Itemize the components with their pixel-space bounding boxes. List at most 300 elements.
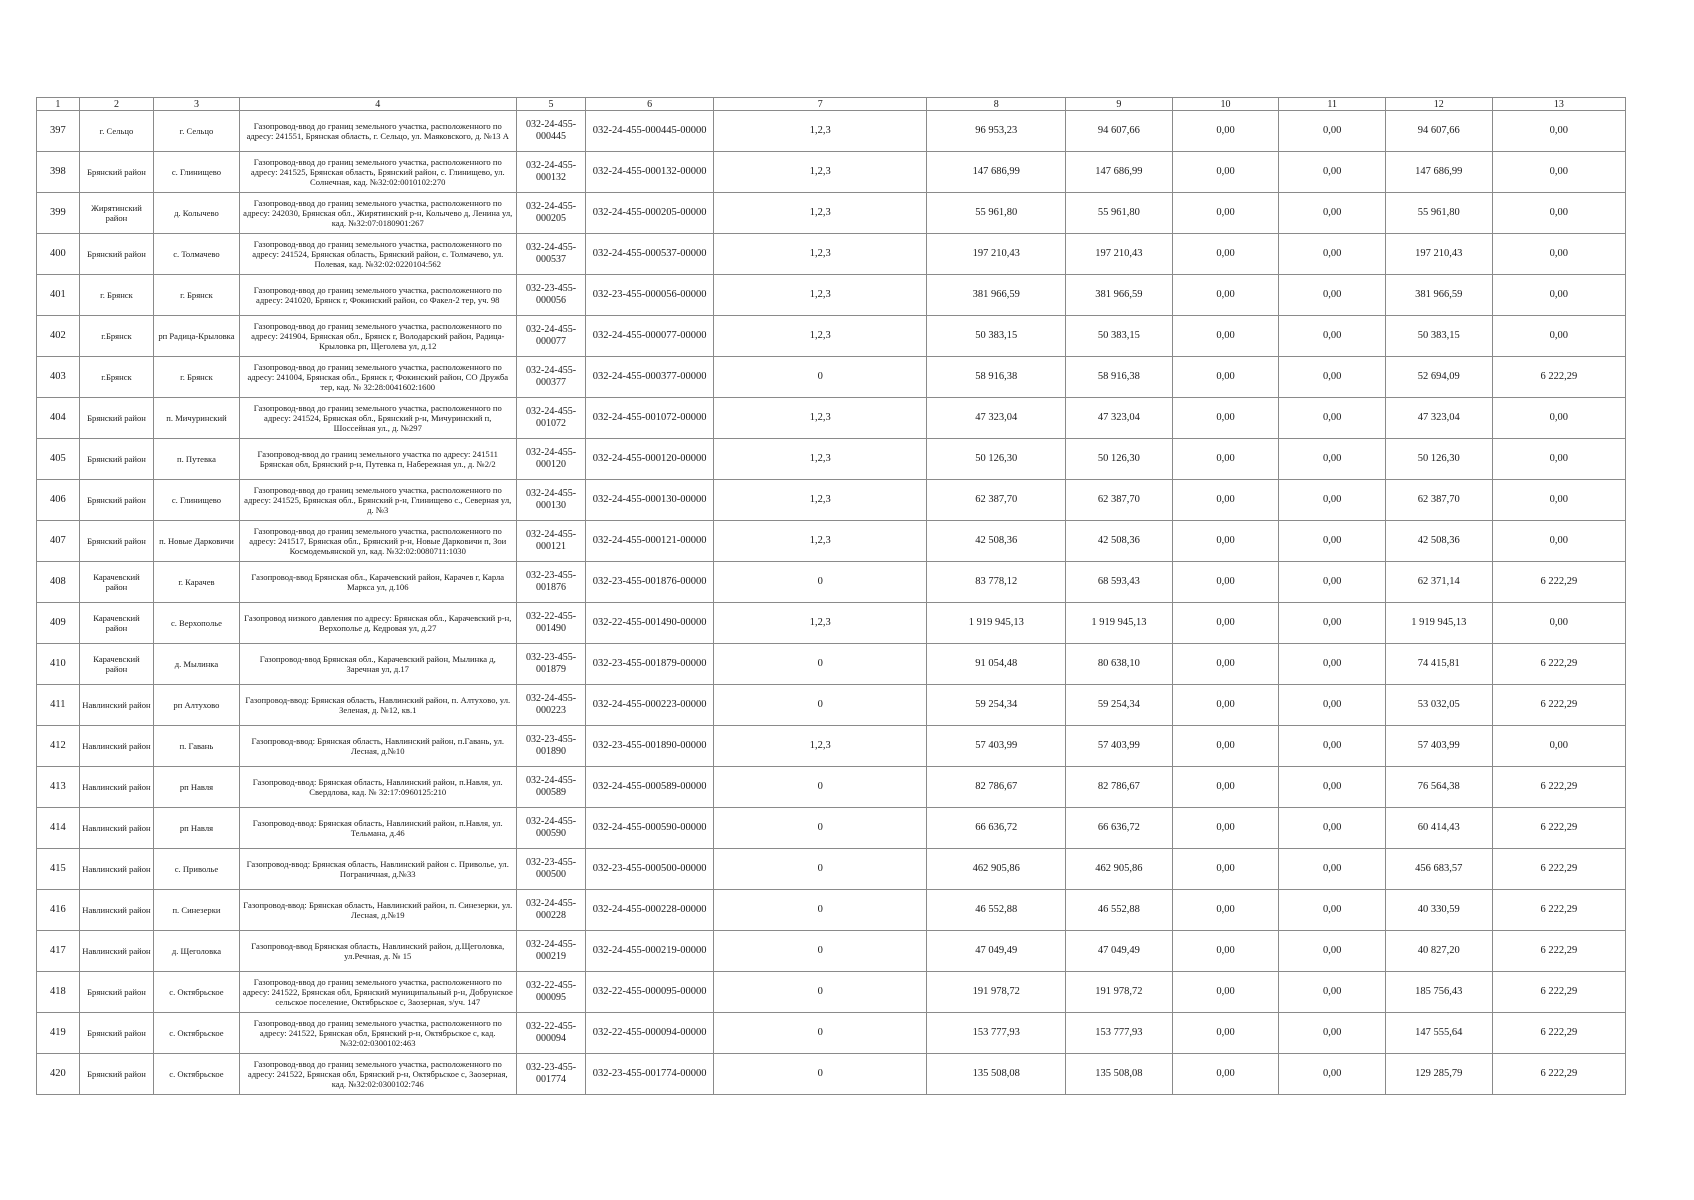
row-number-cell: 418 — [37, 972, 80, 1013]
category-cell: 1,2,3 — [714, 234, 927, 275]
row-number-cell: 404 — [37, 398, 80, 439]
value-cell: 0,00 — [1492, 316, 1625, 357]
row-number-cell: 402 — [37, 316, 80, 357]
id-code-cell: 032-23-455-001879 — [516, 644, 585, 685]
value-cell: 0,00 — [1492, 193, 1625, 234]
description-cell: Газопровод-ввод Брянская обл., Карачевский район, Карачев г, Карла Маркса ул, д.106 — [239, 562, 516, 603]
value-cell: 74 415,81 — [1385, 644, 1492, 685]
value-cell: 58 916,38 — [927, 357, 1066, 398]
id-code-cell: 032-24-455-000219 — [516, 931, 585, 972]
value-cell: 55 961,80 — [927, 193, 1066, 234]
value-cell: 55 961,80 — [1385, 193, 1492, 234]
row-number-cell: 406 — [37, 480, 80, 521]
value-cell: 0,00 — [1279, 439, 1386, 480]
value-cell: 59 254,34 — [1066, 685, 1173, 726]
district-cell: Навлинский район — [79, 890, 154, 931]
description-cell: Газопровод-ввод Брянская область, Навлинский район, д.Щеголовка, ул.Речная, д. № 15 — [239, 931, 516, 972]
table-row — [37, 480, 1626, 521]
description-cell: Газопровод-ввод: Брянская область, Навлинский район, п.Навля, ул. Тельмана, д.46 — [239, 808, 516, 849]
table-row — [37, 849, 1626, 890]
description-cell: Газопровод-ввод до границ земельного участка, расположенного по адресу: 241020, Брянск г, Фокинский район, со Факел-2 тер, уч. 98 — [239, 275, 516, 316]
settlement-cell: рп Алтухово — [154, 685, 239, 726]
row-number-cell: 405 — [37, 439, 80, 480]
value-cell: 47 323,04 — [927, 398, 1066, 439]
value-cell: 0,00 — [1492, 726, 1625, 767]
value-cell: 0,00 — [1279, 808, 1386, 849]
description-cell: Газопровод-ввод до границ земельного участка, расположенного по адресу: 241517, Брянская обл., Брянский р-н, Новые Дарковичи п, Зои Космодемьянской ул, кад. №32:02:0080711:1030 — [239, 521, 516, 562]
value-cell: 46 552,88 — [927, 890, 1066, 931]
row-number-cell: 416 — [37, 890, 80, 931]
settlement-cell: рп Навля — [154, 767, 239, 808]
full-code-cell: 032-24-455-000077-00000 — [586, 316, 714, 357]
value-cell: 0,00 — [1172, 931, 1279, 972]
category-cell: 1,2,3 — [714, 603, 927, 644]
settlement-cell: с. Верхополье — [154, 603, 239, 644]
value-cell: 66 636,72 — [1066, 808, 1173, 849]
value-cell: 147 686,99 — [927, 152, 1066, 193]
category-cell: 1,2,3 — [714, 193, 927, 234]
value-cell: 0,00 — [1279, 316, 1386, 357]
value-cell: 381 966,59 — [1385, 275, 1492, 316]
value-cell: 0,00 — [1172, 316, 1279, 357]
value-cell: 153 777,93 — [1066, 1013, 1173, 1054]
value-cell: 55 961,80 — [1066, 193, 1173, 234]
value-cell: 60 414,43 — [1385, 808, 1492, 849]
row-number-cell: 415 — [37, 849, 80, 890]
value-cell: 42 508,36 — [1066, 521, 1173, 562]
row-number-cell: 401 — [37, 275, 80, 316]
settlement-cell: с. Глинищево — [154, 480, 239, 521]
value-cell: 6 222,29 — [1492, 972, 1625, 1013]
table-row — [37, 357, 1626, 398]
table-row — [37, 1013, 1626, 1054]
value-cell: 80 638,10 — [1066, 644, 1173, 685]
category-cell: 0 — [714, 562, 927, 603]
district-cell: Навлинский район — [79, 808, 154, 849]
value-cell: 147 686,99 — [1066, 152, 1173, 193]
value-cell: 0,00 — [1279, 234, 1386, 275]
value-cell: 0,00 — [1172, 1054, 1279, 1095]
district-cell: Жирятинский район — [79, 193, 154, 234]
value-cell: 0,00 — [1172, 1013, 1279, 1054]
row-number-cell: 397 — [37, 111, 80, 152]
row-number-cell: 410 — [37, 644, 80, 685]
table-row — [37, 111, 1626, 152]
value-cell: 66 636,72 — [927, 808, 1066, 849]
settlement-cell: г. Сельцо — [154, 111, 239, 152]
category-cell: 1,2,3 — [714, 439, 927, 480]
value-cell: 47 049,49 — [1066, 931, 1173, 972]
description-cell: Газопровод-ввод до границ земельного участка, расположенного по адресу: 241525, Брянская обл., Брянский р-н, Глинищево с., Северная ул, д. №3 — [239, 480, 516, 521]
value-cell: 0,00 — [1279, 480, 1386, 521]
value-cell: 0,00 — [1492, 480, 1625, 521]
value-cell: 59 254,34 — [927, 685, 1066, 726]
category-cell: 0 — [714, 972, 927, 1013]
description-cell: Газопровод-ввод: Брянская область, Навлинский район с. Приволье, ул. Пограничная, д.№33 — [239, 849, 516, 890]
settlement-cell: п. Мичуринский — [154, 398, 239, 439]
value-cell: 0,00 — [1279, 890, 1386, 931]
value-cell: 462 905,86 — [1066, 849, 1173, 890]
category-cell: 1,2,3 — [714, 521, 927, 562]
value-cell: 0,00 — [1172, 521, 1279, 562]
full-code-cell: 032-24-455-000132-00000 — [586, 152, 714, 193]
value-cell: 76 564,38 — [1385, 767, 1492, 808]
value-cell: 1 919 945,13 — [1066, 603, 1173, 644]
header-cell: 6 — [586, 98, 714, 111]
value-cell: 91 054,48 — [927, 644, 1066, 685]
category-cell: 1,2,3 — [714, 152, 927, 193]
table-row — [37, 193, 1626, 234]
full-code-cell: 032-23-455-001890-00000 — [586, 726, 714, 767]
value-cell: 0,00 — [1279, 521, 1386, 562]
value-cell: 0,00 — [1172, 275, 1279, 316]
description-cell: Газопровод-ввод до границ земельного участка, расположенного по адресу: 241524, Брянская обл., Брянский р-н, Мичуринский п, Шоссейная ул., д. №297 — [239, 398, 516, 439]
value-cell: 6 222,29 — [1492, 357, 1625, 398]
value-cell: 0,00 — [1492, 152, 1625, 193]
value-cell: 197 210,43 — [1066, 234, 1173, 275]
header-cell: 11 — [1279, 98, 1386, 111]
value-cell: 42 508,36 — [1385, 521, 1492, 562]
id-code-cell: 032-24-455-000223 — [516, 685, 585, 726]
row-number-cell: 413 — [37, 767, 80, 808]
row-number-cell: 400 — [37, 234, 80, 275]
id-code-cell: 032-22-455-000095 — [516, 972, 585, 1013]
category-cell: 0 — [714, 357, 927, 398]
id-code-cell: 032-23-455-001890 — [516, 726, 585, 767]
district-cell: Брянский район — [79, 439, 154, 480]
value-cell: 6 222,29 — [1492, 685, 1625, 726]
value-cell: 197 210,43 — [927, 234, 1066, 275]
value-cell: 0,00 — [1172, 193, 1279, 234]
value-cell: 197 210,43 — [1385, 234, 1492, 275]
value-cell: 62 387,70 — [1385, 480, 1492, 521]
district-cell: Брянский район — [79, 972, 154, 1013]
description-cell: Газопровод-ввод до границ земельного участка, расположенного по адресу: 241524, Брянская область, Брянский район, с. Толмачево, ул. Полевая, кад. №32:02:0220104:562 — [239, 234, 516, 275]
category-cell: 1,2,3 — [714, 480, 927, 521]
full-code-cell: 032-24-455-000590-00000 — [586, 808, 714, 849]
id-code-cell: 032-24-455-000077 — [516, 316, 585, 357]
value-cell: 0,00 — [1279, 849, 1386, 890]
row-number-cell: 399 — [37, 193, 80, 234]
value-cell: 0,00 — [1172, 890, 1279, 931]
value-cell: 191 978,72 — [927, 972, 1066, 1013]
table-row — [37, 439, 1626, 480]
value-cell: 57 403,99 — [927, 726, 1066, 767]
value-cell: 0,00 — [1279, 1013, 1386, 1054]
id-code-cell: 032-23-455-001774 — [516, 1054, 585, 1095]
table-row — [37, 1054, 1626, 1095]
value-cell: 47 323,04 — [1066, 398, 1173, 439]
full-code-cell: 032-23-455-001876-00000 — [586, 562, 714, 603]
header-cell: 1 — [37, 98, 80, 111]
settlement-cell: с. Приволье — [154, 849, 239, 890]
settlement-cell: г. Брянск — [154, 357, 239, 398]
description-cell: Газопровод-ввод до границ земельного участка по адресу: 241511 Брянская обл, Брянский р-н, Путевка п, Набережная ул., д. №2/2 — [239, 439, 516, 480]
district-cell: Брянский район — [79, 1054, 154, 1095]
value-cell: 46 552,88 — [1066, 890, 1173, 931]
value-cell: 0,00 — [1172, 439, 1279, 480]
value-cell: 6 222,29 — [1492, 644, 1625, 685]
district-cell: г. Брянск — [79, 275, 154, 316]
row-number-cell: 411 — [37, 685, 80, 726]
value-cell: 0,00 — [1172, 562, 1279, 603]
value-cell: 94 607,66 — [1066, 111, 1173, 152]
value-cell: 57 403,99 — [1385, 726, 1492, 767]
settlement-cell: рп Радица-Крыловка — [154, 316, 239, 357]
header-row — [37, 98, 1626, 111]
settlement-cell: с. Глинищево — [154, 152, 239, 193]
row-number-cell: 420 — [37, 1054, 80, 1095]
value-cell: 147 686,99 — [1385, 152, 1492, 193]
id-code-cell: 032-24-455-000205 — [516, 193, 585, 234]
value-cell: 40 827,20 — [1385, 931, 1492, 972]
district-cell: Навлинский район — [79, 726, 154, 767]
category-cell: 0 — [714, 767, 927, 808]
settlement-cell: п. Новые Дарковичи — [154, 521, 239, 562]
value-cell: 6 222,29 — [1492, 890, 1625, 931]
value-cell: 0,00 — [1279, 726, 1386, 767]
category-cell: 1,2,3 — [714, 275, 927, 316]
id-code-cell: 032-23-455-001876 — [516, 562, 585, 603]
header-cell: 5 — [516, 98, 585, 111]
value-cell: 0,00 — [1279, 644, 1386, 685]
table-row — [37, 275, 1626, 316]
data-table — [36, 97, 1626, 1095]
value-cell: 6 222,29 — [1492, 767, 1625, 808]
table-row — [37, 152, 1626, 193]
district-cell: Брянский район — [79, 234, 154, 275]
district-cell: г.Брянск — [79, 357, 154, 398]
settlement-cell: г. Карачев — [154, 562, 239, 603]
value-cell: 0,00 — [1492, 521, 1625, 562]
value-cell: 94 607,66 — [1385, 111, 1492, 152]
category-cell: 0 — [714, 1054, 927, 1095]
full-code-cell: 032-24-455-000537-00000 — [586, 234, 714, 275]
full-code-cell: 032-24-455-000121-00000 — [586, 521, 714, 562]
value-cell: 0,00 — [1492, 439, 1625, 480]
description-cell: Газопровод-ввод до границ земельного участка, расположенного по адресу: 242030, Брянская обл., Жирятинский р-н, Колычево д, Ленина ул, кад. №32:07:0180901:267 — [239, 193, 516, 234]
full-code-cell: 032-24-455-000205-00000 — [586, 193, 714, 234]
id-code-cell: 032-23-455-000056 — [516, 275, 585, 316]
category-cell: 0 — [714, 849, 927, 890]
district-cell: Карачевский район — [79, 562, 154, 603]
value-cell: 0,00 — [1279, 111, 1386, 152]
value-cell: 0,00 — [1492, 111, 1625, 152]
table-row — [37, 972, 1626, 1013]
value-cell: 1 919 945,13 — [927, 603, 1066, 644]
row-number-cell: 407 — [37, 521, 80, 562]
row-number-cell: 414 — [37, 808, 80, 849]
value-cell: 0,00 — [1172, 152, 1279, 193]
id-code-cell: 032-24-455-000445 — [516, 111, 585, 152]
full-code-cell: 032-24-455-000130-00000 — [586, 480, 714, 521]
full-code-cell: 032-22-455-001490-00000 — [586, 603, 714, 644]
description-cell: Газопровод-ввод: Брянская область, Навлинский район, п. Синезерки, ул. Лесная, д.№19 — [239, 890, 516, 931]
header-cell: 2 — [79, 98, 154, 111]
value-cell: 0,00 — [1279, 275, 1386, 316]
id-code-cell: 032-24-455-000130 — [516, 480, 585, 521]
full-code-cell: 032-24-455-000223-00000 — [586, 685, 714, 726]
value-cell: 68 593,43 — [1066, 562, 1173, 603]
value-cell: 42 508,36 — [927, 521, 1066, 562]
settlement-cell: д. Мылинка — [154, 644, 239, 685]
settlement-cell: с. Октябрьское — [154, 1054, 239, 1095]
category-cell: 1,2,3 — [714, 111, 927, 152]
district-cell: г.Брянск — [79, 316, 154, 357]
id-code-cell: 032-24-455-001072 — [516, 398, 585, 439]
value-cell: 6 222,29 — [1492, 931, 1625, 972]
settlement-cell: с. Октябрьское — [154, 972, 239, 1013]
full-code-cell: 032-24-455-000377-00000 — [586, 357, 714, 398]
row-number-cell: 408 — [37, 562, 80, 603]
value-cell: 62 387,70 — [1066, 480, 1173, 521]
value-cell: 1 919 945,13 — [1385, 603, 1492, 644]
value-cell: 0,00 — [1172, 480, 1279, 521]
table-row — [37, 234, 1626, 275]
district-cell: Брянский район — [79, 1013, 154, 1054]
value-cell: 0,00 — [1172, 767, 1279, 808]
id-code-cell: 032-24-455-000228 — [516, 890, 585, 931]
id-code-cell: 032-24-455-000590 — [516, 808, 585, 849]
description-cell: Газопровод-ввод Брянская обл., Карачевский район, Мылинка д, Заречная ул, д.17 — [239, 644, 516, 685]
value-cell: 0,00 — [1279, 685, 1386, 726]
id-code-cell: 032-24-455-000132 — [516, 152, 585, 193]
table-row — [37, 316, 1626, 357]
district-cell: Брянский район — [79, 521, 154, 562]
full-code-cell: 032-23-455-000500-00000 — [586, 849, 714, 890]
description-cell: Газопровод-ввод до границ земельного участка, расположенного по адресу: 241522, Брянская обл, Брянский р-н, Октябрьское с, кад. №32:02:0300102:463 — [239, 1013, 516, 1054]
value-cell: 62 387,70 — [927, 480, 1066, 521]
description-cell: Газопровод-ввод до границ земельного участка, расположенного по адресу: 241522, Брянская обл, Брянский муниципальный р-н, Добрунское сельское поселение, Октябрьское с, Заозерная, з/уч. 147 — [239, 972, 516, 1013]
header-cell: 12 — [1385, 98, 1492, 111]
value-cell: 50 383,15 — [1066, 316, 1173, 357]
district-cell: Навлинский район — [79, 849, 154, 890]
value-cell: 0,00 — [1172, 849, 1279, 890]
value-cell: 82 786,67 — [1066, 767, 1173, 808]
district-cell: Карачевский район — [79, 644, 154, 685]
id-code-cell: 032-22-455-000094 — [516, 1013, 585, 1054]
value-cell: 6 222,29 — [1492, 1013, 1625, 1054]
value-cell: 0,00 — [1172, 603, 1279, 644]
value-cell: 57 403,99 — [1066, 726, 1173, 767]
settlement-cell: п. Путевка — [154, 439, 239, 480]
table-row — [37, 685, 1626, 726]
id-code-cell: 032-23-455-000500 — [516, 849, 585, 890]
value-cell: 0,00 — [1172, 234, 1279, 275]
category-cell: 0 — [714, 890, 927, 931]
full-code-cell: 032-24-455-000120-00000 — [586, 439, 714, 480]
value-cell: 58 916,38 — [1066, 357, 1173, 398]
value-cell: 135 508,08 — [927, 1054, 1066, 1095]
full-code-cell: 032-22-455-000095-00000 — [586, 972, 714, 1013]
description-cell: Газопровод-ввод до границ земельного участка, расположенного по адресу: 241551, Брянская область, г. Сельцо, ул. Маяковского, д. №13 А — [239, 111, 516, 152]
value-cell: 50 126,30 — [1385, 439, 1492, 480]
header-cell: 4 — [239, 98, 516, 111]
category-cell: 0 — [714, 1013, 927, 1054]
value-cell: 62 371,14 — [1385, 562, 1492, 603]
header-cell: 10 — [1172, 98, 1279, 111]
value-cell: 0,00 — [1279, 193, 1386, 234]
value-cell: 0,00 — [1492, 398, 1625, 439]
district-cell: Брянский район — [79, 480, 154, 521]
value-cell: 6 222,29 — [1492, 808, 1625, 849]
value-cell: 50 126,30 — [1066, 439, 1173, 480]
table-row — [37, 398, 1626, 439]
value-cell: 50 126,30 — [927, 439, 1066, 480]
value-cell: 0,00 — [1492, 275, 1625, 316]
table-row — [37, 890, 1626, 931]
value-cell: 191 978,72 — [1066, 972, 1173, 1013]
value-cell: 52 694,09 — [1385, 357, 1492, 398]
value-cell: 0,00 — [1172, 685, 1279, 726]
value-cell: 83 778,12 — [927, 562, 1066, 603]
full-code-cell: 032-24-455-000219-00000 — [586, 931, 714, 972]
district-cell: Навлинский район — [79, 931, 154, 972]
row-number-cell: 412 — [37, 726, 80, 767]
description-cell: Газопровод-ввод: Брянская область, Навлинский район, п.Гавань, ул. Лесная, д.№10 — [239, 726, 516, 767]
value-cell: 0,00 — [1172, 111, 1279, 152]
value-cell: 0,00 — [1279, 931, 1386, 972]
settlement-cell: с. Октябрьское — [154, 1013, 239, 1054]
header-cell: 7 — [714, 98, 927, 111]
table-row — [37, 521, 1626, 562]
value-cell: 0,00 — [1172, 398, 1279, 439]
description-cell: Газопровод-ввод до границ земельного участка, расположенного по адресу: 241004, Брянская обл., Брянск г, Фокинский район, СО Дружба тер, кад. № 32:28:0041602:1600 — [239, 357, 516, 398]
value-cell: 96 953,23 — [927, 111, 1066, 152]
full-code-cell: 032-24-455-000445-00000 — [586, 111, 714, 152]
value-cell: 129 285,79 — [1385, 1054, 1492, 1095]
full-code-cell: 032-23-455-001879-00000 — [586, 644, 714, 685]
header-cell: 8 — [927, 98, 1066, 111]
value-cell: 47 049,49 — [927, 931, 1066, 972]
district-cell: Навлинский район — [79, 685, 154, 726]
value-cell: 0,00 — [1279, 357, 1386, 398]
row-number-cell: 403 — [37, 357, 80, 398]
value-cell: 47 323,04 — [1385, 398, 1492, 439]
value-cell: 0,00 — [1279, 767, 1386, 808]
value-cell: 381 966,59 — [1066, 275, 1173, 316]
value-cell: 0,00 — [1279, 972, 1386, 1013]
full-code-cell: 032-23-455-001774-00000 — [586, 1054, 714, 1095]
value-cell: 456 683,57 — [1385, 849, 1492, 890]
category-cell: 0 — [714, 685, 927, 726]
value-cell: 6 222,29 — [1492, 562, 1625, 603]
value-cell: 6 222,29 — [1492, 849, 1625, 890]
id-code-cell: 032-24-455-000589 — [516, 767, 585, 808]
settlement-cell: п. Гавань — [154, 726, 239, 767]
category-cell: 1,2,3 — [714, 398, 927, 439]
value-cell: 0,00 — [1172, 726, 1279, 767]
header-cell: 13 — [1492, 98, 1625, 111]
full-code-cell: 032-22-455-000094-00000 — [586, 1013, 714, 1054]
value-cell: 0,00 — [1172, 357, 1279, 398]
table-row — [37, 644, 1626, 685]
value-cell: 153 777,93 — [927, 1013, 1066, 1054]
category-cell: 1,2,3 — [714, 726, 927, 767]
value-cell: 40 330,59 — [1385, 890, 1492, 931]
row-number-cell: 409 — [37, 603, 80, 644]
settlement-cell: г. Брянск — [154, 275, 239, 316]
id-code-cell: 032-24-455-000537 — [516, 234, 585, 275]
description-cell: Газопровод-ввод: Брянская область, Навлинский район, п. Алтухово, ул. Зеленая, д. №12, кв.1 — [239, 685, 516, 726]
header-cell: 9 — [1066, 98, 1173, 111]
settlement-cell: д. Колычево — [154, 193, 239, 234]
full-code-cell: 032-24-455-000589-00000 — [586, 767, 714, 808]
table-row — [37, 767, 1626, 808]
id-code-cell: 032-22-455-001490 — [516, 603, 585, 644]
category-cell: 0 — [714, 644, 927, 685]
value-cell: 0,00 — [1172, 644, 1279, 685]
